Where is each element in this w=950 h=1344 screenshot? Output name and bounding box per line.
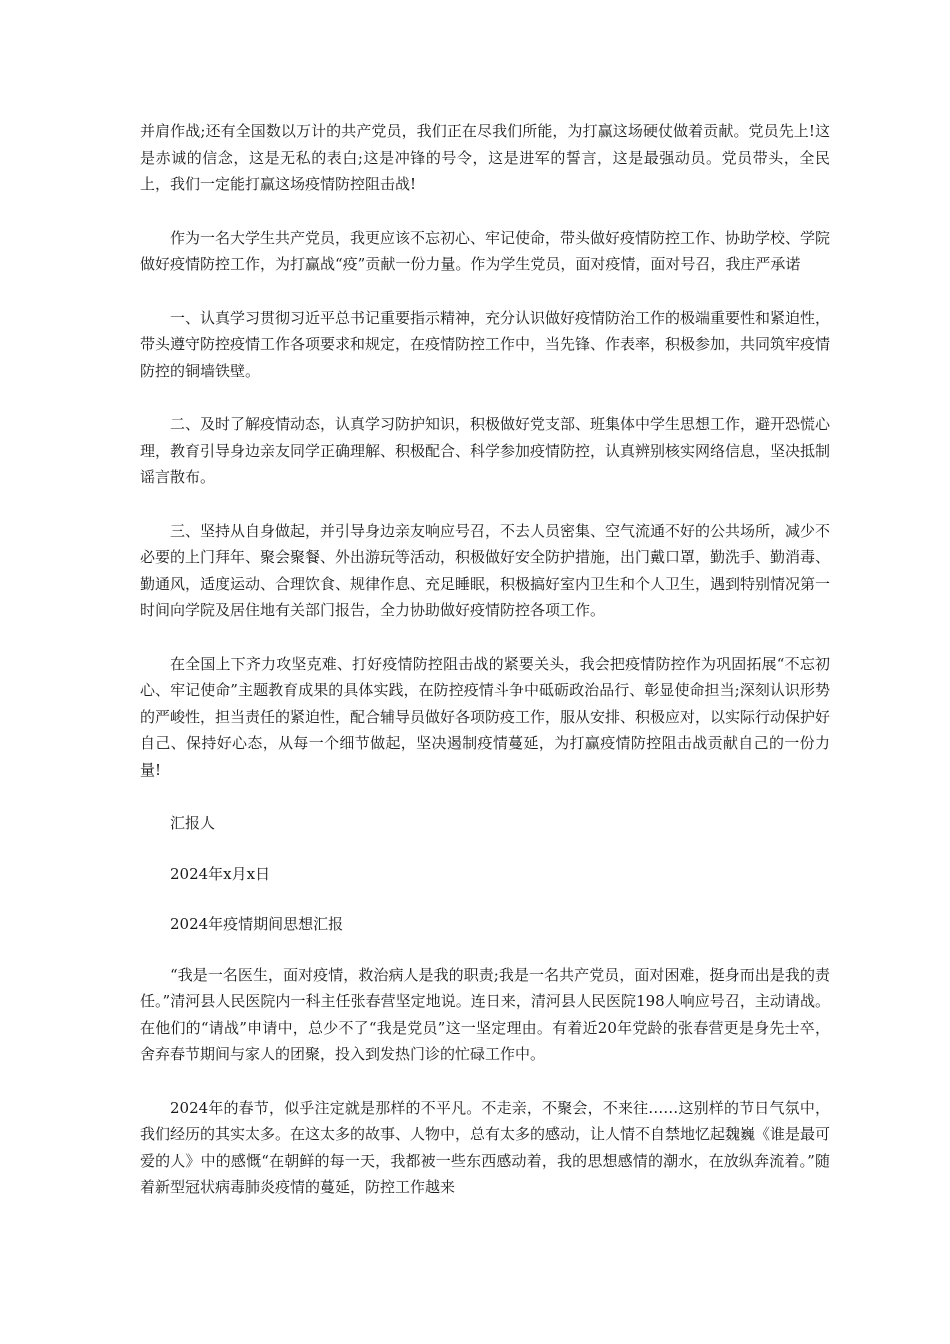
signature-label: 汇报人 <box>170 814 216 832</box>
section-title: 2024年疫情期间思想汇报 <box>170 915 344 933</box>
document-page <box>140 118 830 1201</box>
paragraph-5: 三、坚持从自身做起，并引导身边亲友响应号召，不去人员密集、空气流通不好的公共场所，减少不必要的上门拜年、聚会聚餐、外出游玩等活动，积极做好安全防护措施，出门戴口罩，勤洗手、勤消毒、勤通风，适度运动、合理饮食、规律作息、充足睡眠，积极搞好室内卫生和个人卫生，遇到特别情况第一时间向学院及居住地有关部门报告，全力协助做好疫情防控各项工作。 <box>140 521 831 619</box>
paragraph-8: 2024年的春节，似乎注定就是那样的不平凡。不走亲，不聚会，不来往……这别样的节日气氛中，我们经历的其实太多。在这太多的故事、人物中，总有太多的感动，让人情不自禁地忆起魏巍《谁是最可爱的人》中的感慨“在朝鲜的每一天，我都被一些东西感动着，我的思想感情的潮水，在放纵奔流着。”随着新型冠状病毒肺炎疫情的蔓延，防控工作越来 <box>140 1098 831 1196</box>
report-date: 2024年x月x日 <box>170 864 271 883</box>
paragraph-6: 在全国上下齐力攻坚克难、打好疫情防控阻击战的紧要关头，我会把疫情防控作为巩固拓展“不忘初心、牢记使命”主题教育成果的具体实践，在防控疫情斗争中砥砺政治品行、彰显使命担当;深刻认识形势的严峻性，担当责任的紧迫性，配合辅导员做好各项防疫工作，服从安排、积极应对，以实际行动保护好自己、保持好心态，从每一个细节做起，坚决遏制疫情蔓延，为打赢疫情防控阻击战贡献自己的一份力量! <box>140 654 831 779</box>
paragraph-2: 作为一名大学生共产党员，我更应该不忘初心、牢记使命，带头做好疫情防控工作、协助学校、学院做好疫情防控工作，为打赢战“疫”贡献一份力量。作为学生党员，面对疫情，面对号召，我庄严承诺 <box>140 228 831 273</box>
paragraph-1: 并肩作战;还有全国数以万计的共产党员，我们正在尽我们所能，为打赢这场硬仗做着贡献。党员先上!这是赤诚的信念，这是无私的表白;这是冲锋的号令，这是进军的誓言，这是最强动员。党员带头，全民上，我们一定能打赢这场疫情防控阻击战! <box>140 122 830 193</box>
paragraph-3: 一、认真学习贯彻习近平总书记重要指示精神，充分认识做好疫情防治工作的极端重要性和紧迫性，带头遵守防控疫情工作各项要求和规定，在疫情防控工作中，当先锋、作表率，积极参加，共同筑牢疫情防控的铜墙铁壁。 <box>140 308 831 380</box>
paragraph-4: 二、及时了解疫情动态，认真学习防护知识，积极做好党支部、班集体中学生思想工作，避开恐慌心理，教育引导身边亲友同学正确理解、积极配合、科学参加疫情防控，认真辨别核实网络信息，坚决抵制谣言散布。 <box>140 415 831 486</box>
paragraph-7: “我是一名医生，面对疫情，救治病人是我的职责;我是一名共产党员，面对困难，挺身而出是我的责任。”清河县人民医院内一科主任张春营坚定地说。连日来，清河县人民医院198人响应号召，主动请战。在他们的“请战”申请中，总少不了“我是党员”这一坚定理由。有着近20年党龄的张春营更是身先士卒，舍弃春节期间与家人的团聚，投入到发热门诊的忙碌工作中。 <box>140 965 830 1063</box>
